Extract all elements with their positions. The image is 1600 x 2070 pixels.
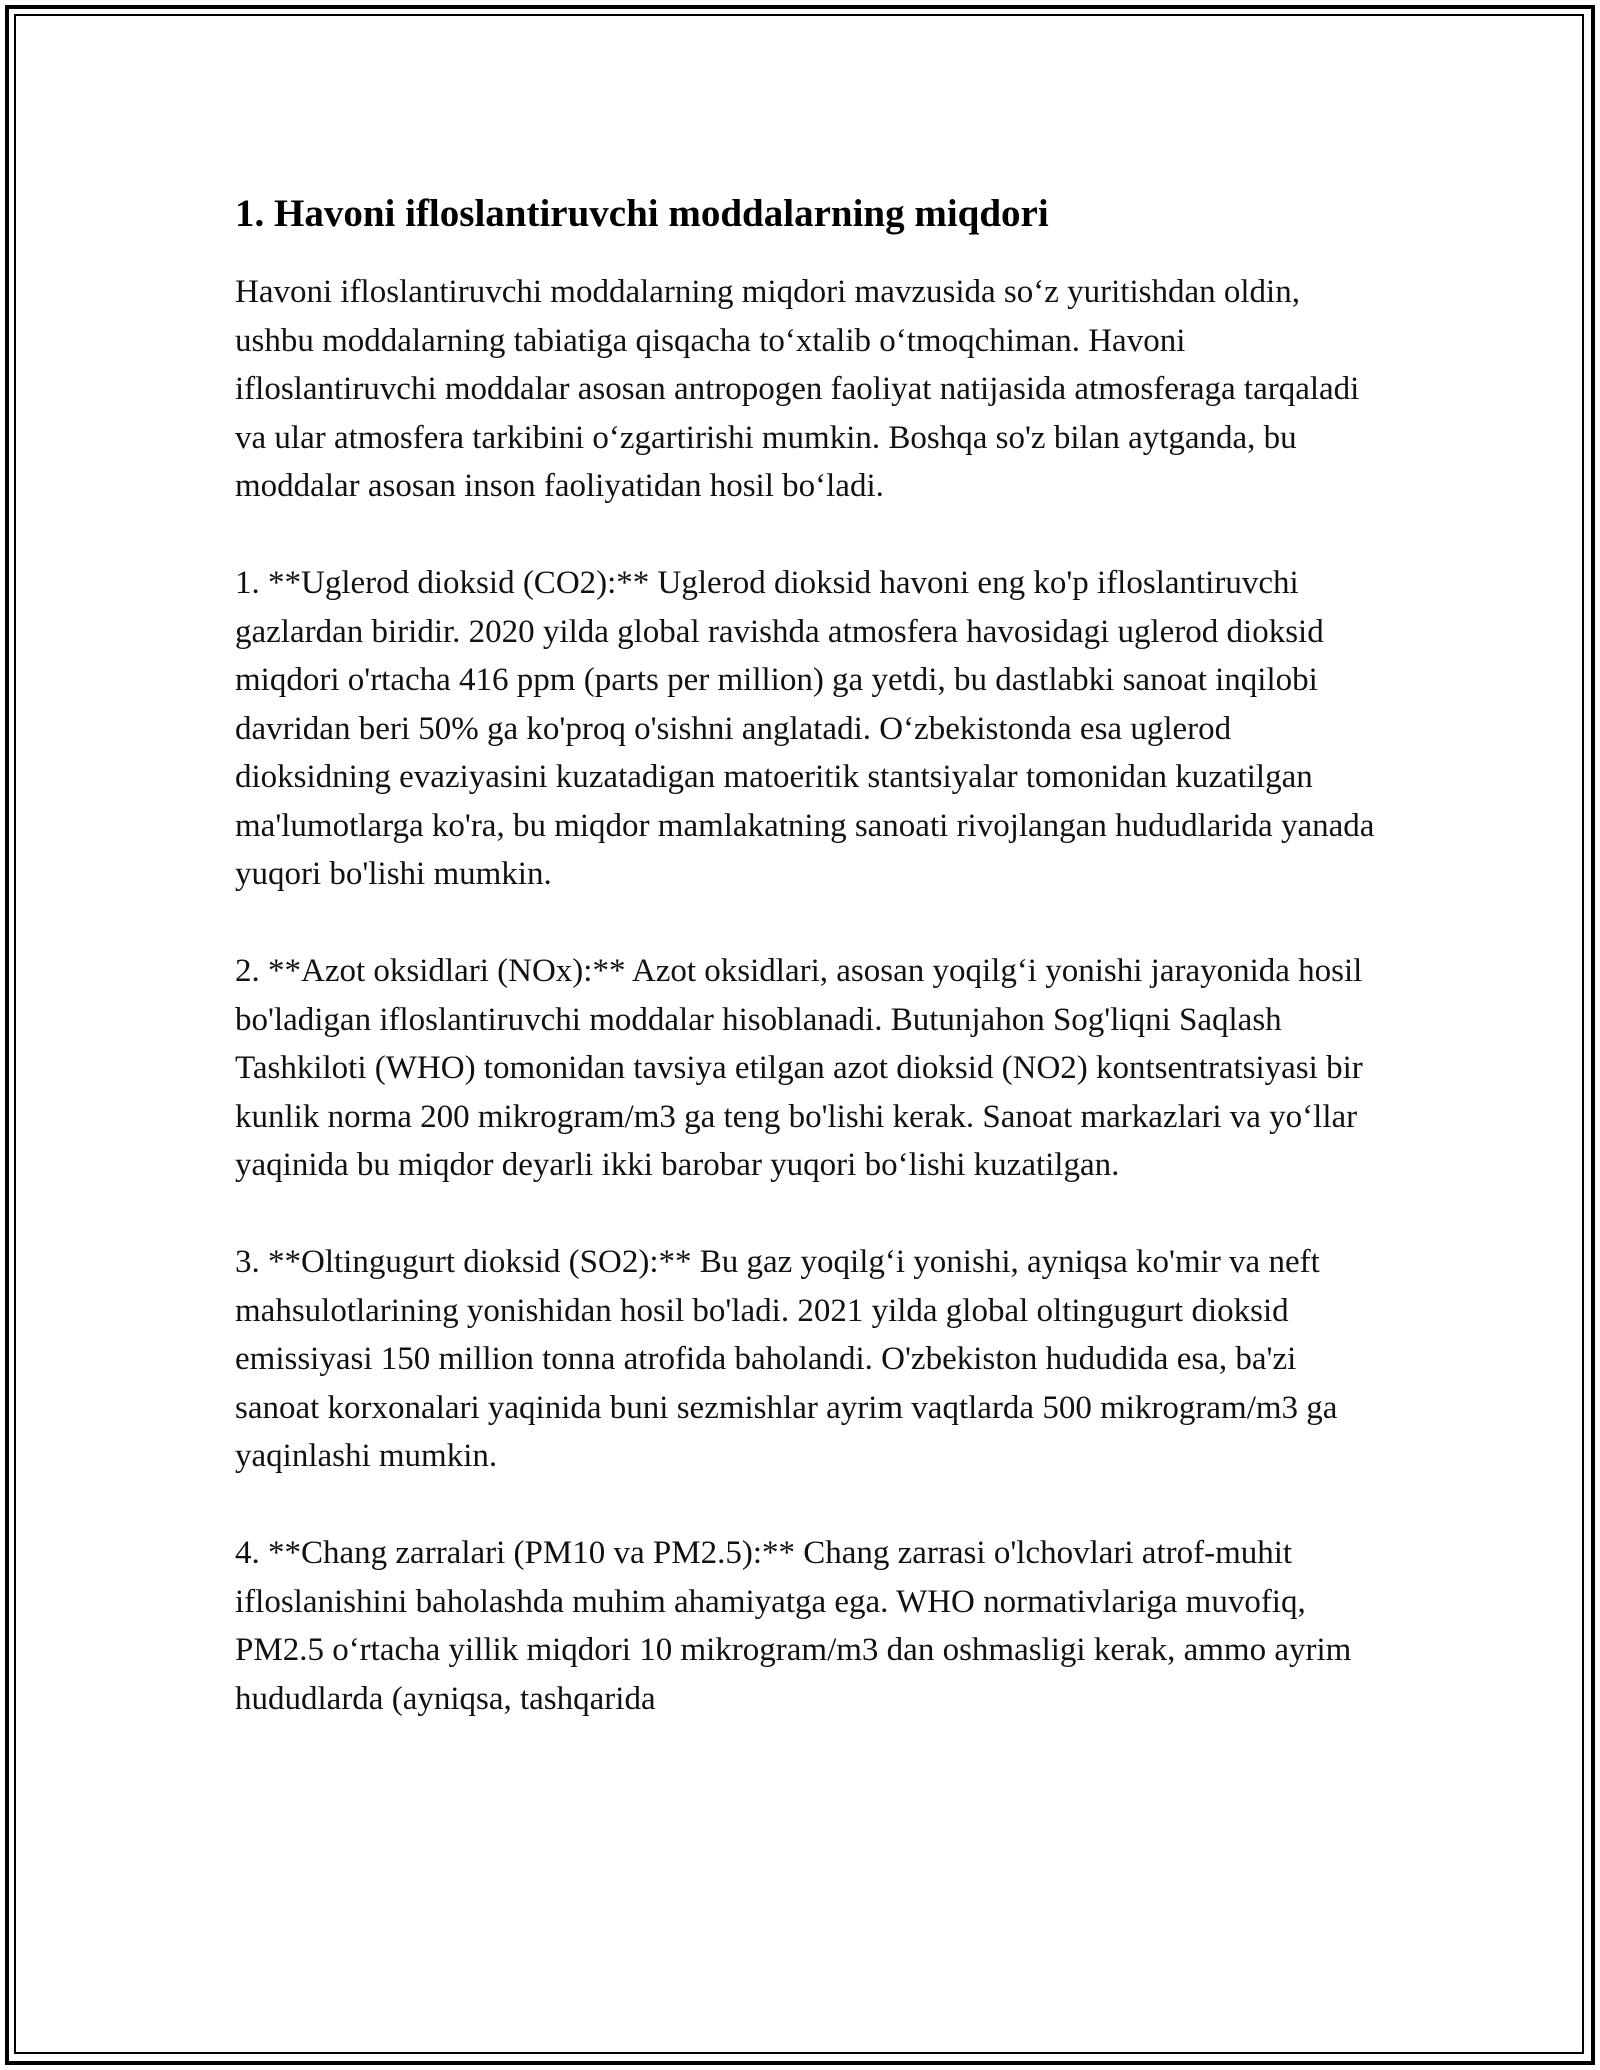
paragraph-co2: 1. **Uglerod dioksid (CO2):** Uglerod dioksid havoni eng ko'p ifloslantiruvchi gazlardan biridir. 2020 yilda global ravishda atmosfera havosidagi uglerod dioksid miqdori o'rtacha 416 ppm (parts per million) ga yetdi, bu dastlabki sanoat inqilobi davridan beri 50% ga ko'proq o'sishni anglatadi. O‘zbekistonda esa uglerod dioksidning evaziyasini kuzatadigan matoeritik stantsiyalar tomonidan kuzatilgan ma'lumotlarga ko'ra, bu miqdor mamlakatning sanoati rivojlangan hududlarida yanada yuqori bo'lishi mumkin.	[235, 565, 1375, 892]
document-heading: 1. Havoni ifloslantiruvchi moddalarning miqdori	[235, 192, 1049, 235]
paragraph-pm: 4. **Chang zarralari (PM10 va PM2.5):** Chang zarrasi o'lchovlari atrof-muhit ifloslanishini baholashda muhim ahamiyatga ega. WHO normativlariga muvofiq, PM2.5 o‘rtacha yillik miqdori 10 mikrogram/m3 dan oshmasligi kerak, ammo ayrim hududlarda (ayniqsa, tashqarida	[235, 1535, 1352, 1717]
paragraph-so2: 3. **Oltingugurt dioksid (SO2):** Bu gaz yoqilg‘i yonishi, ayniqsa ko'mir va neft mahsulotlarining yonishidan hosil bo'ladi. 2021 yilda global oltingugurt dioksid emissiyasi 150 million tonna atrofida baholandi. O'zbekiston hududida esa, ba'zi sanoat korxonalari yaqinida buni sezmishlar ayrim vaqtlarda 500 mikrogram/m3 ga yaqinlashi mumkin.	[235, 1244, 1338, 1474]
paragraph-nox: 2. **Azot oksidlari (NOx):** Azot oksidlari, asosan yoqilg‘i yonishi jarayonida hosil bo'ladigan ifloslantiruvchi moddalar hisoblanadi. Butunjahon Sog'liqni Saqlash Tashkiloti (WHO) tomonidan tavsiya etilgan azot dioksid (NO2) kontsentratsiyasi bir kunlik norma 200 mikrogram/m3 ga teng bo'lishi kerak. Sanoat markazlari va yo‘llar yaqinida bu miqdor deyarli ikki barobar yuqori bo‘lishi kuzatilgan.	[235, 953, 1363, 1183]
document-body	[235, 186, 1385, 1723]
paragraph-intro: Havoni ifloslantiruvchi moddalarning miqdori mavzusida so‘z yuritishdan oldin, ushbu moddalarning tabiatiga qisqacha to‘xtalib o‘tmoqchiman. Havoni ifloslantiruvchi moddalar asosan antropogen faoliyat natijasida atmosferaga tarqaladi va ular atmosfera tarkibini o‘zgartirishi mumkin. Boshqa so'z bilan aytganda, bu moddalar asosan inson faoliyatidan hosil bo‘ladi.	[235, 274, 1360, 504]
